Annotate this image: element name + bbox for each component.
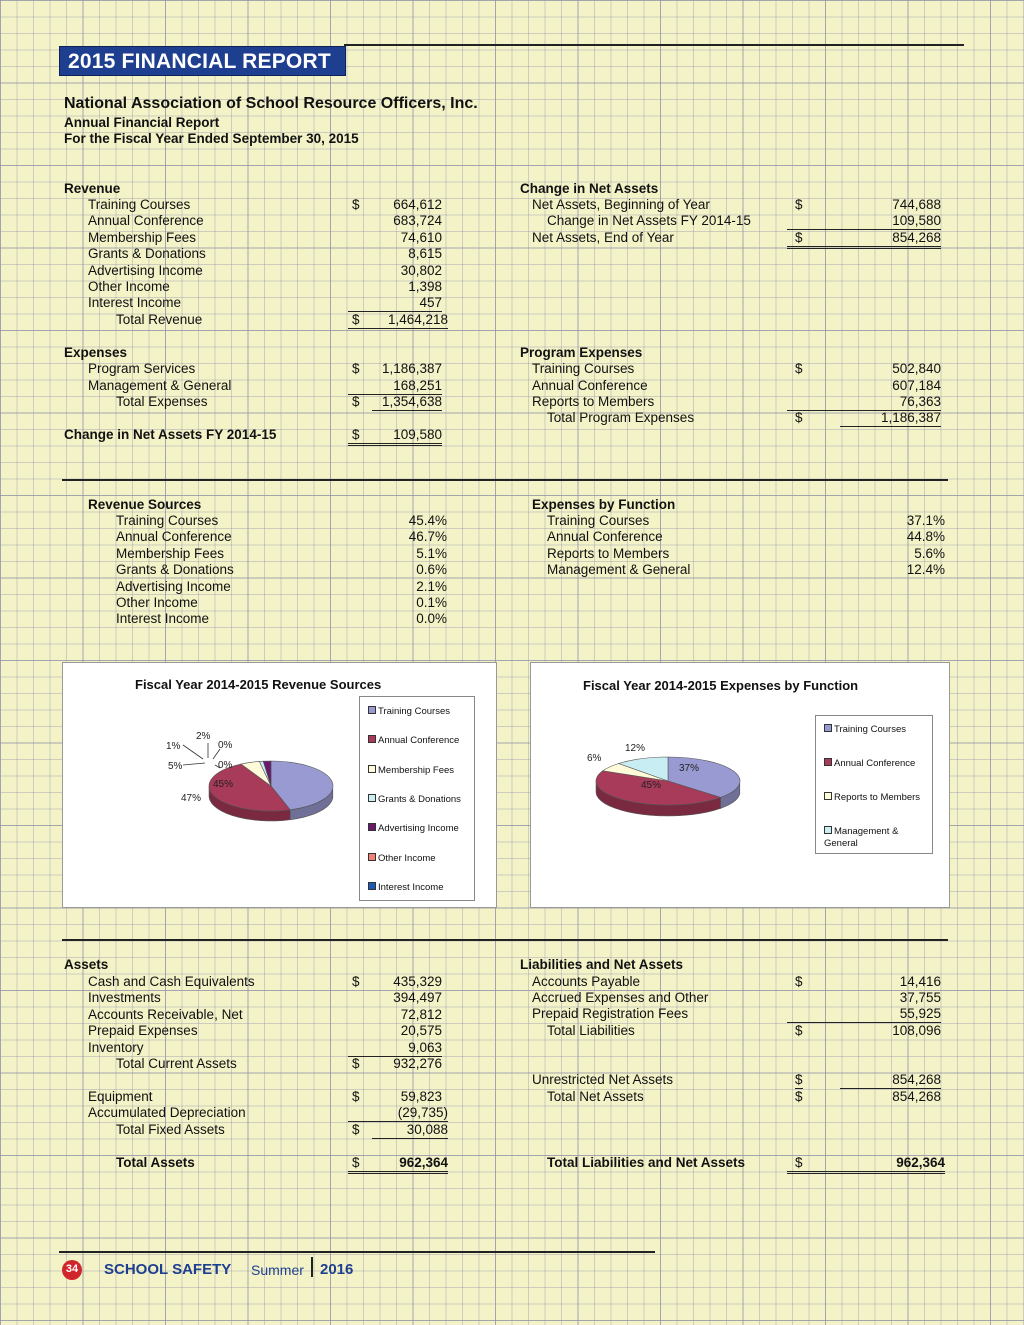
currency-symbol: $ (352, 1155, 360, 1170)
legend-label: Grants & Donations (378, 793, 461, 805)
legend-item (824, 826, 924, 850)
banner-text: 2015 FINANCIAL REPORT (68, 50, 331, 73)
currency-symbol: $ (795, 1023, 803, 1038)
prog-reports-value: 76,363 (787, 394, 941, 411)
legend-item (368, 882, 468, 894)
revenue-source-value: 2.1% (416, 578, 447, 594)
currency-symbol: $ (352, 1056, 360, 1071)
expenses-function-title: Expenses by Function (532, 497, 676, 512)
leader-line (183, 745, 203, 759)
pie-data-label: 5% (168, 761, 183, 772)
management-general-label: Management & General (88, 378, 232, 393)
currency-symbol: $ (352, 1089, 360, 1104)
legend-swatch (368, 853, 376, 861)
depreciation-value: (29,735) (348, 1105, 448, 1122)
currency-symbol: $ (352, 1122, 360, 1137)
revenue-source-label: Advertising Income (116, 578, 231, 594)
net-assets-change-value: 109,580 (787, 213, 941, 230)
accounts-payable-label: Accounts Payable (532, 974, 641, 989)
currency-symbol: $ (352, 197, 360, 212)
change-net-assets-title: Change in Net Assets (520, 181, 659, 196)
legend-label: Interest Income (378, 881, 444, 893)
prog-training-label: Training Courses (532, 361, 635, 376)
currency-symbol: $ (795, 1089, 803, 1104)
asset-item-label: Inventory (88, 1039, 144, 1055)
report-title: Annual Financial Report (64, 115, 220, 130)
asset-item-label: Accounts Receivable, Net (88, 1006, 243, 1022)
total-revenue-label: Total Revenue (116, 311, 203, 327)
total-fixed-assets-label: Total Fixed Assets (116, 1122, 225, 1137)
pie-data-label: 37% (679, 763, 700, 774)
revenue-legend (359, 696, 475, 901)
expense-function-value: 44.8% (906, 529, 945, 545)
total-fixed-assets-value: 30,088 (372, 1122, 448, 1139)
currency-symbol: $ (795, 230, 803, 245)
legend-swatch (368, 735, 376, 743)
footer-divider (311, 1257, 313, 1277)
revenue-item-label: Interest Income (88, 295, 182, 311)
legend-swatch (368, 706, 376, 714)
prog-conference-value: 607,184 (892, 378, 941, 393)
revenue-source-value: 46.7% (408, 529, 447, 545)
legend-item (368, 765, 468, 777)
assets-title: Assets (64, 957, 109, 972)
revenue-source-value: 5.1% (416, 545, 447, 561)
revenue-item-value: 8,615 (408, 246, 442, 262)
revenue-source-label: Membership Fees (116, 545, 225, 561)
currency-symbol: $ (352, 311, 360, 327)
legend-item (824, 758, 924, 770)
revenue-source-label: Other Income (116, 595, 198, 610)
legend-label: Management & General (824, 826, 899, 849)
legend-swatch (824, 758, 832, 766)
expense-function-value: 5.6% (914, 545, 945, 561)
prepaid-registration-label: Prepaid Registration Fees (532, 1006, 689, 1021)
revenue-item-label: Annual Conference (88, 213, 204, 229)
currency-symbol: $ (795, 361, 803, 376)
revenue-sources-chart (62, 662, 497, 908)
management-general-value: 168,251 (348, 378, 442, 395)
currency-symbol: $ (352, 427, 360, 442)
expenses-title: Expenses (64, 345, 128, 360)
net-assets-begin-label: Net Assets, Beginning of Year (532, 197, 710, 212)
issue-year: 2016 (320, 1261, 354, 1278)
legend-label: Training Courses (834, 724, 906, 735)
revenue-item-value: 1,398 (408, 279, 442, 294)
net-assets-change-label: Change in Net Assets FY 2014-15 (547, 213, 751, 228)
magazine-name: SCHOOL SAFETY (104, 1261, 232, 1278)
expense-function-label: Training Courses (547, 513, 650, 528)
equipment-label: Equipment (88, 1089, 153, 1104)
revenue-item-value: 74,610 (400, 229, 442, 245)
currency-symbol: $ (795, 1155, 803, 1170)
asset-item-label: Prepaid Expenses (88, 1023, 198, 1039)
revenue-item-label: Other Income (88, 279, 170, 294)
prog-training-value: 502,840 (892, 361, 941, 376)
total-liabilities-label: Total Liabilities (547, 1023, 635, 1038)
asset-item-value: 394,497 (393, 990, 442, 1006)
top-rule (344, 44, 964, 46)
revenue-item-value: 457 (348, 295, 442, 312)
asset-item-label: Cash and Cash Equivalents (88, 974, 255, 989)
legend-item (368, 706, 468, 718)
legend-label: Annual Conference (834, 758, 916, 769)
prog-reports-label: Reports to Members (532, 394, 655, 409)
liabilities-title: Liabilities and Net Assets (520, 957, 684, 972)
page-number: 34 (65, 1263, 79, 1275)
revenue-item-label: Advertising Income (88, 262, 203, 278)
legend-item (824, 724, 924, 736)
legend-item (368, 735, 468, 747)
expenses-function-chart (530, 662, 950, 908)
currency-symbol: $ (352, 974, 360, 989)
total-revenue-value: 1,464,218 (348, 312, 448, 329)
legend-label: Other Income (378, 852, 436, 864)
revenue-source-value: 0.6% (416, 562, 447, 578)
revenue-item-value: 664,612 (393, 197, 442, 212)
total-assets-label: Total Assets (116, 1155, 195, 1170)
legend-swatch (824, 792, 832, 800)
prepaid-registration-value: 55,925 (787, 1006, 941, 1023)
revenue-chart-title: Fiscal Year 2014-2015 Revenue Sources (135, 677, 382, 692)
total-net-assets-value: 854,268 (892, 1089, 941, 1104)
revenue-item-label: Grants & Donations (88, 246, 206, 262)
total-current-assets-value: 932,276 (393, 1056, 442, 1071)
currency-symbol: $ (352, 361, 360, 376)
revenue-source-label: Training Courses (116, 513, 219, 528)
legend-label: Training Courses (378, 706, 450, 717)
program-expenses-title: Program Expenses (520, 345, 643, 360)
depreciation-label: Accumulated Depreciation (88, 1105, 246, 1120)
pie-data-label: 6% (587, 753, 602, 764)
asset-item-label: Investments (88, 990, 161, 1006)
asset-item-value: 435,329 (393, 974, 442, 989)
pie-data-label: 45% (213, 779, 234, 790)
pie-data-label: 0% (218, 760, 233, 771)
expenses-chart-title: Fiscal Year 2014-2015 Expenses by Function (583, 678, 859, 693)
currency-symbol: $ (795, 197, 803, 212)
change-net-assets-label: Change in Net Assets FY 2014-15 (64, 427, 277, 442)
legend-swatch (824, 826, 832, 834)
legend-swatch (368, 882, 376, 890)
legend-swatch (824, 724, 832, 732)
legend-label: Reports to Members (834, 792, 921, 803)
pie-data-label: 45% (641, 780, 662, 791)
organization-name: National Association of School Resource Officers, Inc. (64, 95, 478, 112)
revenue-source-label: Annual Conference (116, 529, 232, 545)
accounts-payable-value: 14,416 (899, 974, 941, 989)
expense-function-value: 37.1% (906, 513, 945, 528)
unrestricted-label: Unrestricted Net Assets (532, 1072, 674, 1087)
prog-total-value: 1,186,387 (840, 410, 941, 427)
revenue-item-value: 683,724 (393, 213, 442, 229)
total-liab-net-assets-label: Total Liabilities and Net Assets (547, 1155, 746, 1170)
pie-data-label: 1% (166, 741, 181, 752)
currency-symbol: $ (795, 410, 803, 425)
program-services-value: 1,186,387 (381, 361, 442, 376)
unrestricted-value: 854,268 (840, 1072, 941, 1089)
change-net-assets-value: 109,580 (348, 427, 442, 446)
prog-conference-label: Annual Conference (532, 378, 648, 393)
expenses-legend (815, 715, 933, 854)
footer-rule (59, 1251, 655, 1253)
legend-label: Membership Fees (378, 764, 455, 776)
revenue-item-label: Training Courses (88, 197, 191, 212)
net-assets-end-label: Net Assets, End of Year (532, 230, 674, 245)
issue-season: Summer (251, 1262, 304, 1278)
net-assets-begin-value: 744,688 (892, 197, 941, 212)
expense-function-label: Reports to Members (547, 545, 670, 561)
total-expenses-value: 1,354,638 (372, 394, 442, 411)
legend-item (824, 792, 924, 804)
asset-item-value: 20,575 (400, 1023, 442, 1039)
total-net-assets-label: Total Net Assets (547, 1089, 644, 1104)
page-number-badge (62, 1260, 82, 1280)
accrued-expenses-value: 37,755 (899, 990, 941, 1005)
legend-swatch (368, 823, 376, 831)
leader-line (183, 763, 205, 765)
revenue-title: Revenue (64, 181, 121, 196)
total-expenses-label: Total Expenses (116, 394, 208, 409)
asset-item-value: 9,063 (348, 1040, 442, 1057)
expense-function-label: Management & General (547, 562, 691, 578)
fiscal-year-line: For the Fiscal Year Ended September 30, 2015 (64, 131, 359, 146)
equipment-value: 59,823 (400, 1089, 442, 1104)
legend-label: Advertising Income (378, 823, 459, 835)
revenue-source-value: 0.0% (416, 611, 447, 627)
total-liab-net-assets-value: 962,364 (787, 1155, 945, 1174)
revenue-source-value: 45.4% (408, 513, 447, 528)
prog-total-label: Total Program Expenses (547, 410, 695, 425)
legend-item (368, 853, 468, 865)
legend-item (368, 823, 468, 835)
currency-symbol: $ (795, 1072, 803, 1087)
expense-function-value: 12.4% (906, 562, 945, 578)
revenue-source-label: Grants & Donations (116, 562, 234, 578)
total-liabilities-value: 108,096 (892, 1023, 941, 1038)
legend-label: Annual Conference (378, 735, 460, 747)
pie-data-label: 2% (196, 731, 211, 742)
pie-data-label: 0% (218, 740, 233, 751)
revenue-item-label: Membership Fees (88, 229, 197, 245)
legend-swatch (368, 765, 376, 773)
leader-line (213, 749, 220, 759)
currency-symbol: $ (795, 974, 803, 989)
net-assets-end-value: 854,268 (787, 230, 941, 249)
section-rule (62, 939, 948, 941)
asset-item-value: 72,812 (400, 1006, 442, 1022)
program-services-label: Program Services (88, 361, 196, 376)
pie-data-label: 12% (625, 743, 646, 754)
expense-function-label: Annual Conference (547, 529, 663, 545)
accrued-expenses-label: Accrued Expenses and Other (532, 990, 709, 1005)
revenue-sources-title: Revenue Sources (88, 497, 202, 512)
pie-data-label: 47% (181, 793, 202, 804)
legend-swatch (368, 794, 376, 802)
revenue-source-value: 0.1% (416, 595, 447, 610)
report-banner (59, 46, 346, 76)
revenue-source-label: Interest Income (116, 611, 210, 627)
total-assets-value: 962,364 (348, 1155, 448, 1174)
revenue-item-value: 30,802 (400, 262, 442, 278)
currency-symbol: $ (352, 394, 360, 409)
legend-item (368, 794, 468, 806)
section-rule (62, 479, 948, 481)
total-current-assets-label: Total Current Assets (116, 1056, 237, 1071)
